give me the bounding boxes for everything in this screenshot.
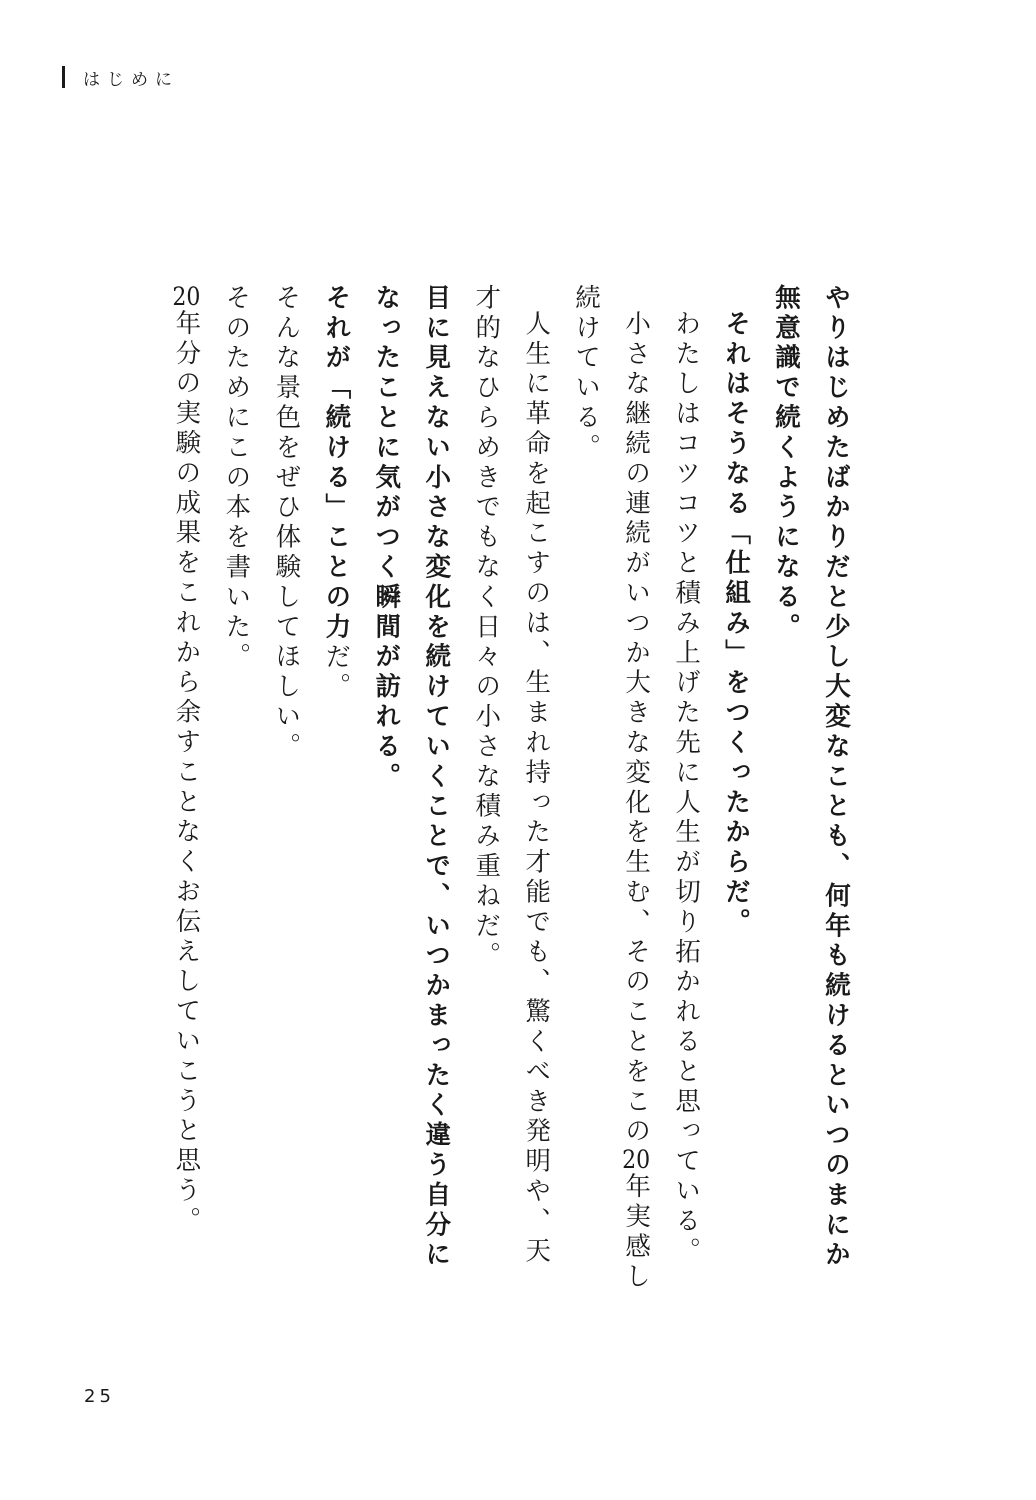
paragraph-9: そのためにこの本を書いた。	[221, 284, 252, 673]
paragraph-4-text-a: 小さな継続の連続がいつか大きな変化を生む、そのことをこの	[621, 309, 652, 1147]
paragraph-1: やりはじめたばかりだと少し大変なことも、何年も続けるといつのまにか無意識で続くようになる。	[771, 284, 851, 1271]
paragraph-10-number: 20	[172, 284, 201, 310]
body-text	[160, 284, 860, 1294]
paragraph-2: それはそうなる「仕組み」をつくったからだ。	[721, 309, 752, 938]
page-number: 25	[84, 1386, 115, 1407]
paragraph-10-text: 年分の実験の成果をこれから余すことなくお伝えしていこうと思う。	[171, 309, 202, 1237]
paragraph-6: 目に見えない小さな変化を続けていくことで、いつかまったく違う自分になったことに気がつく瞬間が訪れる。	[371, 284, 452, 1271]
running-head	[62, 62, 179, 92]
paragraph-7-tail: だ。	[321, 642, 352, 703]
paragraph-7	[310, 284, 360, 1294]
paragraph-7-bold: それが「続ける」ことの力	[321, 284, 352, 643]
paragraph-10	[160, 284, 210, 1294]
running-head-bar	[62, 66, 65, 88]
section-title: はじめに	[83, 69, 179, 90]
paragraph-4-text-b: 年実感し続けている。	[571, 284, 652, 1292]
paragraph-4	[560, 284, 660, 1294]
paragraph-8: そんな景色をぜひ体験してほしい。	[271, 284, 302, 763]
paragraph-4-number: 20	[622, 1146, 651, 1173]
paragraph-5: 人生に革命を起こすのは、生まれ持った才能でも、驚くべき発明や、天才的なひらめきでもなく日々の小さな積み重ねだ。	[471, 284, 552, 1267]
paragraph-3: わたしはコツコツと積み上げた先に人生が切り拓かれると思っている。	[671, 309, 702, 1267]
